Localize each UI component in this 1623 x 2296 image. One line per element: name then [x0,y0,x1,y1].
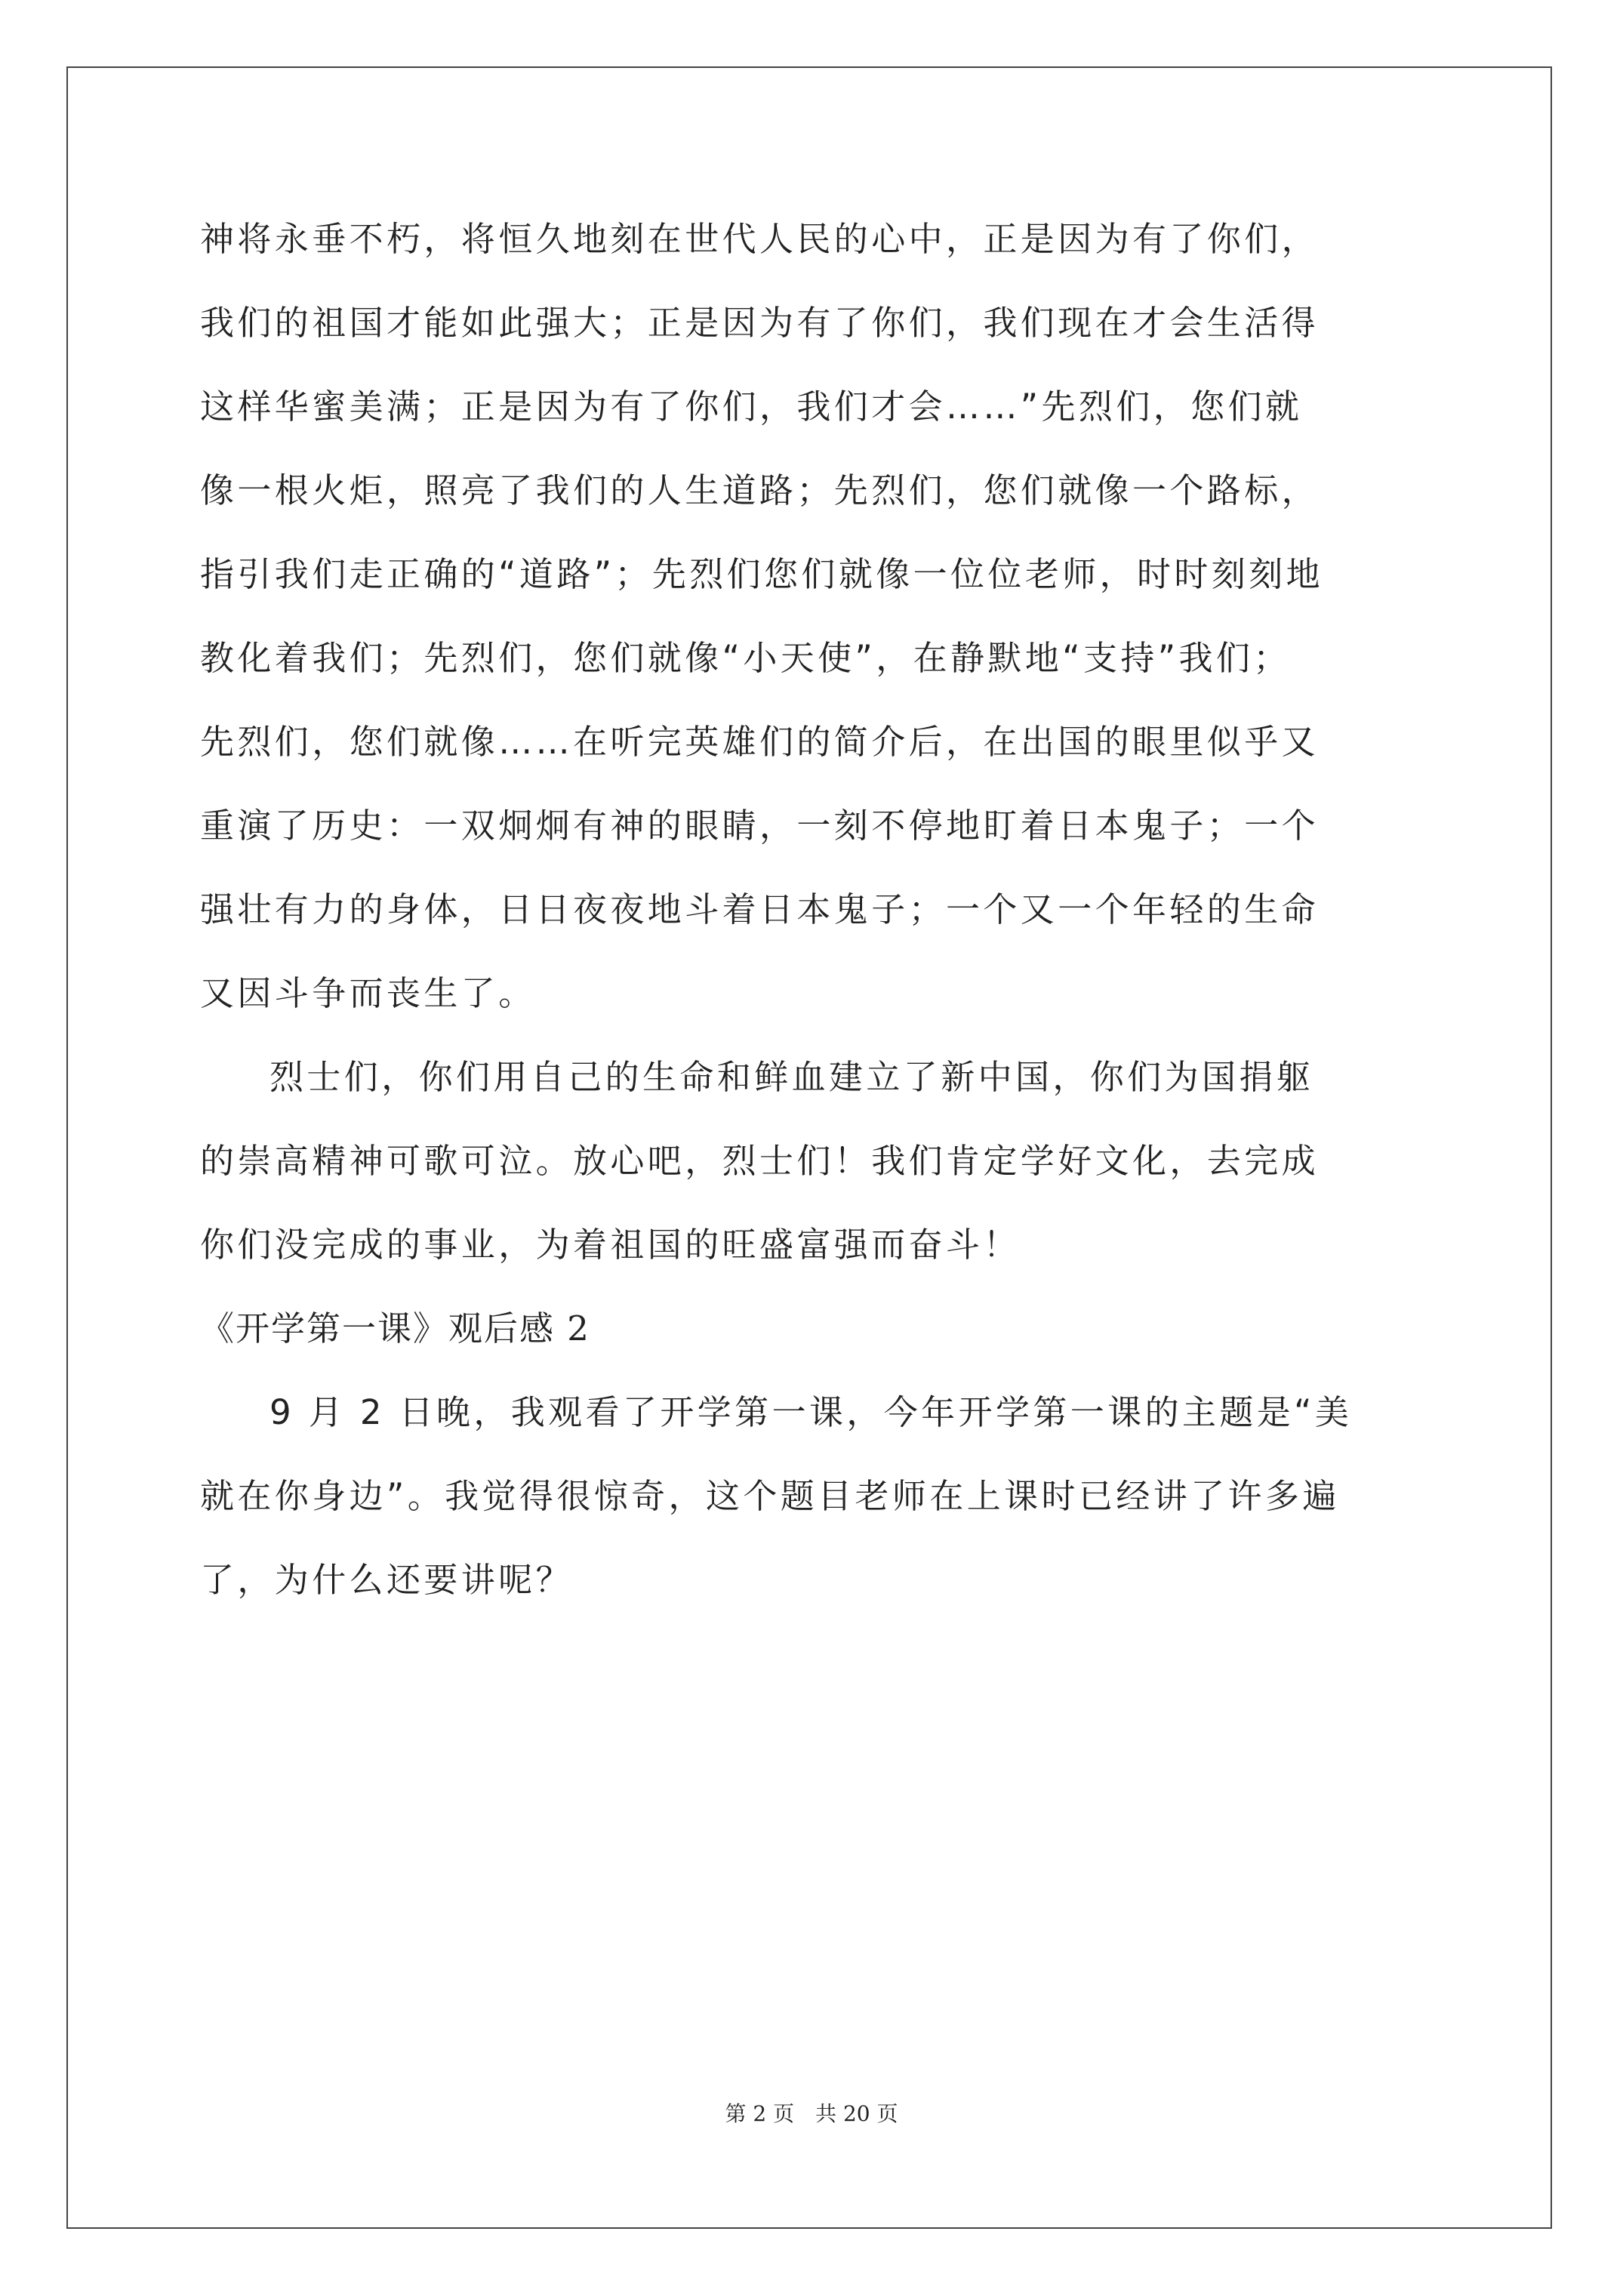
paragraph-line: 又因斗争而丧生了。 [200,973,536,1013]
paragraph-line: 像一根火炬，照亮了我们的人生道路；先烈们，您们就像一个路标， [200,470,1320,510]
paragraph-line: 这样华蜜美满；正是因为有了你们，我们才会……”先烈们，您们就 [200,387,1303,427]
paragraph-line: 烈士们，你们用自己的生命和鲜血建立了新中国，你们为国捐躯 [269,1057,1314,1097]
paragraph-line: 你们没完成的事业，为着祖国的旺盛富强而奋斗！ [200,1225,1021,1265]
section-heading: 《开学第一课》观后感 2 [200,1308,590,1348]
paragraph-line: 强壮有力的身体，日日夜夜地斗着日本鬼子；一个又一个年轻的生命 [200,889,1320,929]
paragraph-line: 指引我们走正确的“道路”；先烈们您们就像一位位老师，时时刻刻地 [200,554,1324,594]
paragraph-line: 重演了历史：一双炯炯有神的眼睛，一刻不停地盯着日本鬼子；一个 [200,806,1320,846]
paragraph-line: 先烈们，您们就像……在听完英雄们的简介后，在出国的眼里似乎又 [200,722,1320,762]
paragraph-line: 就在你身边”。我觉得很惊奇，这个题目老师在上课时已经讲了许多遍 [200,1476,1340,1516]
paragraph-line: 9 月 2 日晚，我观看了开学第一课，今年开学第一课的主题是“美 [269,1392,1353,1432]
page-number-footer: 第 2 页 共 20 页 [725,2101,898,2126]
paragraph-line: 的崇高精神可歌可泣。放心吧，烈士们！我们肯定学好文化，去完成 [200,1141,1320,1181]
paragraph-line: 我们的祖国才能如此强大；正是因为有了你们，我们现在才会生活得 [200,303,1320,343]
paragraph-line: 了，为什么还要讲呢？ [200,1560,574,1600]
paragraph-line: 教化着我们；先烈们，您们就像“小天使”，在静默地“支持”我们； [200,638,1291,678]
paragraph-line: 神将永垂不朽，将恒久地刻在世代人民的心中，正是因为有了你们， [200,219,1320,259]
